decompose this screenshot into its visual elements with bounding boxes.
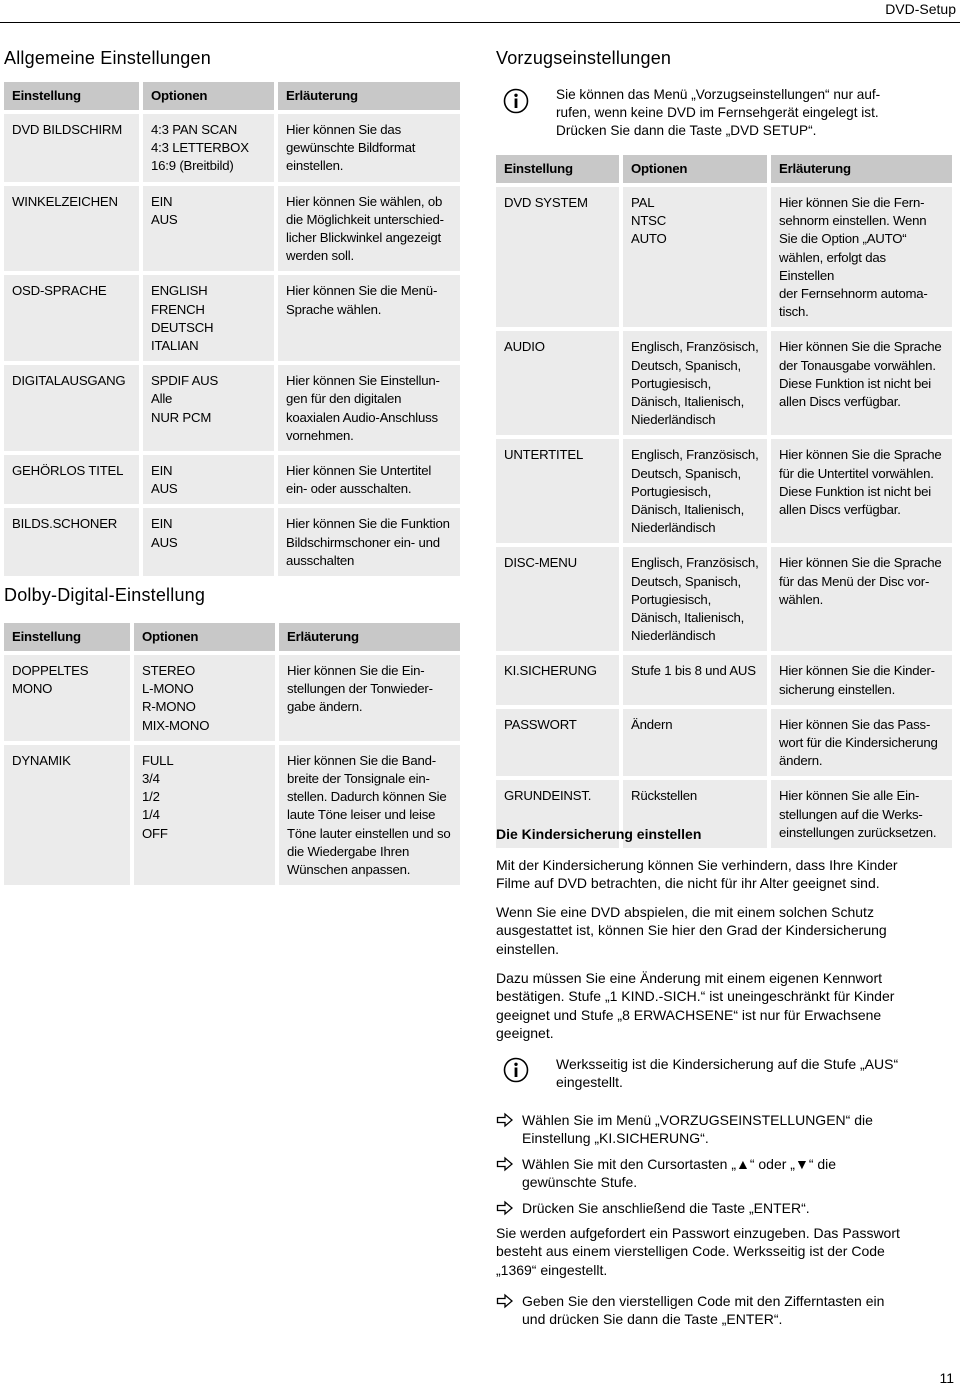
table-row — [496, 543, 952, 651]
page-header — [0, 0, 960, 23]
arrow-right-icon — [496, 1155, 514, 1173]
step-1-text: Wählen Sie im Menü „VORZUGSEINSTELLUNGEN“ die Einstellung „KI.SICHERUNG“. — [522, 1112, 873, 1147]
dolby-settings-title: Dolby-Digital-Einstellung — [4, 585, 206, 605]
col-header-setting: Einstellung — [4, 623, 130, 651]
table-row — [4, 182, 460, 272]
setting-cell: UNTERTITEL — [496, 435, 619, 543]
info-icon — [503, 88, 529, 114]
table-row — [496, 327, 952, 435]
options-cell: PAL NTSC AUTO — [619, 183, 767, 327]
preferences-note: Sie können das Menü „Vorzugseinstellungen“ nur auf- rufen, wenn keine DVD im Fernsehgerät eingelegt ist. Drücken Sie dann die Taste „DVD SETUP“. — [556, 87, 881, 139]
setting-cell: GRUNDEINST. — [496, 776, 619, 848]
step-4-text: Geben Sie den vierstelligen Code mit den Zifferntasten ein und drücken Sie dann die Taste „ENTER“. — [522, 1293, 885, 1328]
step-2 — [496, 1155, 956, 1193]
options-cell: STEREO L-MONO R-MONO MIX-MONO — [130, 651, 275, 741]
general-settings-title: Allgemeine Einstellungen — [4, 48, 211, 68]
childlock-title: Die Kindersicherung einstellen — [496, 826, 702, 842]
setting-cell: DVD SYSTEM — [496, 183, 619, 327]
options-cell: EIN AUS — [139, 182, 274, 272]
step-3 — [496, 1199, 956, 1219]
table-row — [4, 741, 460, 885]
options-cell: Englisch, Französisch, Deutsch, Spanisch, Portugiesisch, Dänisch, Italienisch, Niederländisch — [619, 543, 767, 651]
explanation-cell: Hier können Sie die Sprache für das Menü der Disc vor- wählen. — [767, 543, 952, 651]
col-header-explanation: Erläuterung — [274, 82, 460, 110]
childlock-paragraph-3: Dazu müssen Sie eine Änderung mit einem eigenen Kennwort bestätigen. Stufe „1 KIND.-SICH.“ ist uneingeschränkt für Kinder geeignet und Stufe „8 ERWACHSENE“ ist nur für Erwachsene geeignet. — [496, 970, 895, 1042]
setting-cell: DIGITALAUSGANG — [4, 361, 139, 451]
childlock-paragraph-1: Mit der Kindersicherung können Sie verhindern, dass Ihre Kinder Filme auf DVD betrachten, die nicht für ihr Alter geeignet sind. — [496, 857, 898, 892]
options-cell: ENGLISH FRENCH DEUTSCH ITALIAN — [139, 271, 274, 361]
col-header-setting: Einstellung — [496, 155, 619, 183]
setting-cell: DYNAMIK — [4, 741, 130, 885]
page-number: 11 — [939, 1370, 954, 1386]
setting-cell: KI.SICHERUNG — [496, 651, 619, 704]
table-row — [4, 361, 460, 451]
col-header-options: Optionen — [139, 82, 274, 110]
arrow-right-icon — [496, 1111, 514, 1129]
general-settings-table — [4, 82, 460, 576]
explanation-cell: Hier können Sie die Sprache für die Untertitel vorwählen. Diese Funktion ist nicht bei allen Discs verfügbar. — [767, 435, 952, 543]
table-row — [496, 705, 952, 777]
options-cell: Englisch, Französisch, Deutsch, Spanisch, Portugiesisch, Dänisch, Italienisch, Niederländisch — [619, 327, 767, 435]
explanation-cell: Hier können Sie die Ein- stellungen der Tonwieder- gabe ändern. — [275, 651, 460, 741]
col-header-options: Optionen — [130, 623, 275, 651]
header-title: DVD-Setup — [885, 1, 956, 17]
options-cell: SPDIF AUS Alle NUR PCM — [139, 361, 274, 451]
table-row — [4, 504, 460, 576]
preferences-title: Vorzugseinstellungen — [496, 48, 672, 68]
explanation-cell: Hier können Sie alle Ein- stellungen auf die Werks- einstellungen zurücksetzen. — [767, 776, 952, 848]
arrow-right-icon — [496, 1292, 514, 1310]
explanation-cell: Hier können Sie Untertitel ein- oder ausschalten. — [274, 451, 460, 504]
explanation-cell: Hier können Sie Einstellun- gen für den digitalen koaxialen Audio-Anschluss vornehmen. — [274, 361, 460, 451]
col-header-explanation: Erläuterung — [275, 623, 460, 651]
options-cell: Englisch, Französisch, Deutsch, Spanisch, Portugiesisch, Dänisch, Italienisch, Niederländisch — [619, 435, 767, 543]
setting-cell: PASSWORT — [496, 705, 619, 777]
explanation-cell: Hier können Sie die Band- breite der Tonsignale ein- stellen. Dadurch können Sie laute Töne leiser und leise Töne lauter einstellen und so die Wiedergabe Ihren Wünschen anpassen. — [275, 741, 460, 885]
col-header-options: Optionen — [619, 155, 767, 183]
preferences-table — [496, 155, 952, 848]
setting-cell: GEHÖRLOS TITEL — [4, 451, 139, 504]
explanation-cell: Hier können Sie die Funktion Bildschirmschoner ein- und ausschalten — [274, 504, 460, 576]
explanation-cell: Hier können Sie die Sprache der Tonausgabe vorwählen. Diese Funktion ist nicht bei allen Discs verfügbar. — [767, 327, 952, 435]
options-cell: Stufe 1 bis 8 und AUS — [619, 651, 767, 704]
table-row — [4, 271, 460, 361]
step-2-text: Wählen Sie mit den Cursortasten „▲“ oder „▼“ die gewünschte Stufe. — [522, 1156, 837, 1191]
setting-cell: BILDS.SCHONER — [4, 504, 139, 576]
options-cell: EIN AUS — [139, 504, 274, 576]
table-row — [496, 651, 952, 704]
childlock-note: Werksseitig ist die Kindersicherung auf die Stufe „AUS“ eingestellt. — [556, 1056, 899, 1091]
explanation-cell: Hier können Sie wählen, ob die Möglichkeit unterschied- licher Blickwinkel angezeigt werden soll. — [274, 182, 460, 272]
options-cell: FULL 3/4 1/2 1/4 OFF — [130, 741, 275, 885]
table-row — [496, 435, 952, 543]
explanation-cell: Hier können Sie die Menü- Sprache wählen. — [274, 271, 460, 361]
setting-cell: DISC-MENU — [496, 543, 619, 651]
childlock-paragraph-4: Sie werden aufgefordert ein Passwort einzugeben. Das Passwort besteht aus einem vierstelligen Code. Werksseitig ist der Code „1369“ eingestellt. — [496, 1225, 900, 1278]
arrow-right-icon — [496, 1199, 514, 1217]
table-row — [4, 651, 460, 741]
explanation-cell: Hier können Sie das gewünschte Bildformat einstellen. — [274, 110, 460, 182]
setting-cell: DVD BILDSCHIRM — [4, 110, 139, 182]
explanation-cell: Hier können Sie das Pass- wort für die Kindersicherung ändern. — [767, 705, 952, 777]
options-cell: Ändern — [619, 705, 767, 777]
col-header-setting: Einstellung — [4, 82, 139, 110]
explanation-cell: Hier können Sie die Kinder- sicherung einstellen. — [767, 651, 952, 704]
step-4 — [496, 1292, 956, 1330]
options-cell: EIN AUS — [139, 451, 274, 504]
dolby-settings-table — [4, 623, 460, 885]
table-row — [4, 451, 460, 504]
info-icon — [503, 1057, 529, 1083]
setting-cell: WINKELZEICHEN — [4, 182, 139, 272]
setting-cell: DOPPELTES MONO — [4, 651, 130, 741]
step-1 — [496, 1111, 956, 1149]
table-row — [4, 110, 460, 182]
options-cell: 4:3 PAN SCAN 4:3 LETTERBOX 16:9 (Breitbild) — [139, 110, 274, 182]
explanation-cell: Hier können Sie die Fern- sehnorm einstellen. Wenn Sie die Option „AUTO“ wählen, erfolgt das Einstellen der Fernsehnorm automa- tisch. — [767, 183, 952, 327]
childlock-paragraph-2: Wenn Sie eine DVD abspielen, die mit einem solchen Schutz ausgestattet ist, können Sie hier den Grad der Kindersicherung einstellen. — [496, 904, 887, 957]
step-3-text: Drücken Sie anschließend die Taste „ENTER“. — [522, 1200, 810, 1216]
table-row — [496, 183, 952, 327]
setting-cell: OSD-SPRACHE — [4, 271, 139, 361]
setting-cell: AUDIO — [496, 327, 619, 435]
options-cell: Rückstellen — [619, 776, 767, 848]
col-header-explanation: Erläuterung — [767, 155, 952, 183]
